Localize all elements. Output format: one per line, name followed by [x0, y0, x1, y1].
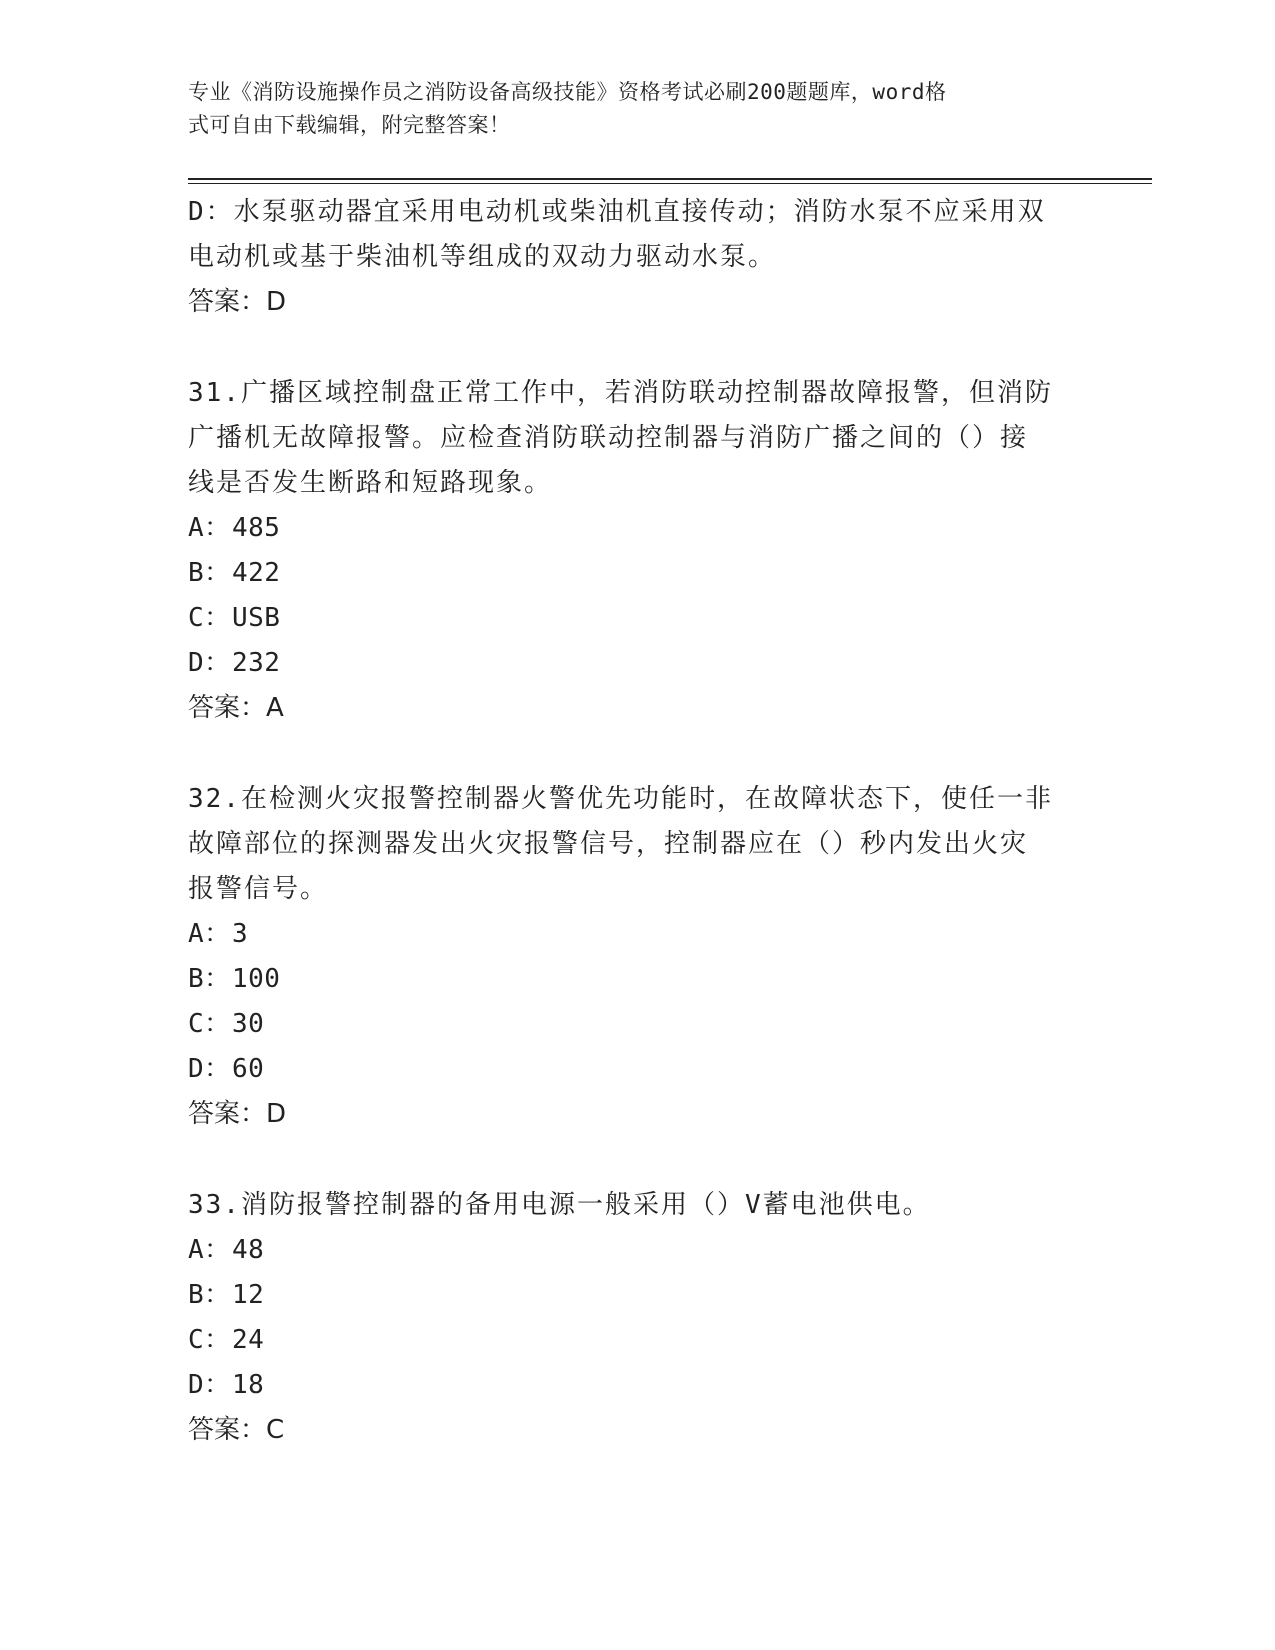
question-text-line: 32.在检测火灾报警控制器火警优先功能时，在故障状态下，使任一非	[188, 784, 1053, 814]
question-33	[188, 1183, 1088, 1453]
option-text-line: D：水泵驱动器宜采用电动机或柴油机直接传动；消防水泵不应采用双	[188, 197, 1046, 227]
option-a: A：48	[188, 1235, 265, 1265]
option-a: A：485	[188, 513, 281, 543]
header-divider-thin	[188, 183, 1152, 184]
option-d: D：18	[188, 1370, 265, 1400]
option-b: B：12	[188, 1280, 265, 1310]
question-31	[188, 371, 1088, 731]
question-32	[188, 777, 1088, 1137]
option-c: C：30	[188, 1009, 265, 1039]
option-b: B：100	[188, 964, 281, 994]
header-line-1: 专业《消防设施操作员之消防设备高级技能》资格考试必刷200题题库，word格	[188, 80, 947, 104]
question-text-line: 33.消防报警控制器的备用电源一般采用（）V蓄电池供电。	[188, 1190, 931, 1220]
option-c: C：USB	[188, 603, 281, 633]
option-b: B：422	[188, 558, 281, 588]
option-d: D：60	[188, 1054, 265, 1084]
answer-line: 答案：C	[188, 1415, 285, 1445]
header-line-2: 式可自由下载编辑，附完整答案！	[188, 113, 511, 137]
document-header	[188, 76, 1068, 142]
question-text-line: 31.广播区域控制盘正常工作中，若消防联动控制器故障报警，但消防	[188, 378, 1053, 408]
question-text-line: 线是否发生断路和短路现象。	[188, 468, 553, 498]
option-d: D：232	[188, 648, 281, 678]
question-text-line: 报警信号。	[188, 874, 329, 904]
header-divider-thick	[188, 178, 1152, 180]
question-text-line: 故障部位的探测器发出火灾报警信号，控制器应在（）秒内发出火灾	[188, 829, 1029, 859]
answer-line: 答案：A	[188, 693, 284, 723]
question-content	[188, 190, 1088, 1453]
option-a: A：3	[188, 919, 249, 949]
answer-line: 答案：D	[188, 287, 287, 317]
continued-question	[188, 190, 1088, 325]
option-text-line: 电动机或基于柴油机等组成的双动力驱动水泵。	[188, 242, 777, 272]
answer-line: 答案：D	[188, 1099, 287, 1129]
option-c: C：24	[188, 1325, 265, 1355]
question-text-line: 广播机无故障报警。应检查消防联动控制器与消防广播之间的（）接	[188, 423, 1029, 453]
